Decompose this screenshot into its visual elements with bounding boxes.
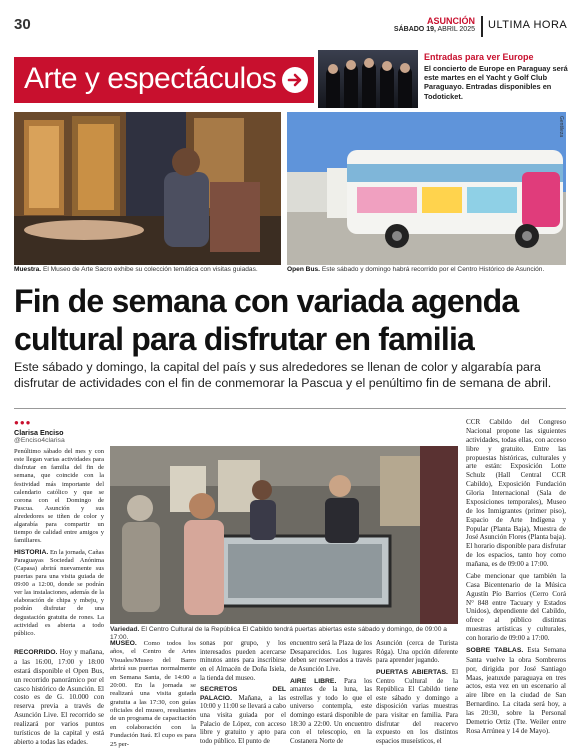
paragraph <box>290 678 372 747</box>
paragraph-heading: SOBRE TABLAS. <box>466 646 524 654</box>
edition-date <box>340 26 475 33</box>
paragraph-text: En la jornada, Cañas Paraguayas Sociedad Anónima (Capasa) abrirá nuevamente sus puertas para una visita guiada de 09:00 a 12:00, donde se podrán ver las instalaciones, además de la elaboración de chipa y mbeju, y podrán disfrutar de una degustación gratuita de rones. La actividad es abierta a todo público. <box>14 548 104 637</box>
photo-credit: Gentileza <box>558 116 564 138</box>
paragraph-text: Esta Semana Santa vuelve la obra Sombreros por, dirigida por José Santiago Maas, jeatuxde paraguaya en tres actos, esta vez en un escenario al aire libre en la ciudad de San Bernardino. La citada será hoy, a las 20:30, sobre la Personal Demetrio Ortiz (Tte. Weiler entre Rosa Arrúnea y 14 de Mayo). <box>466 645 566 735</box>
caption-label: Muestra. <box>14 266 42 273</box>
paragraph-heading: HISTORIA. <box>14 548 49 556</box>
paragraph: encuentro será la Plaza de los Desaparecidos. Los lugares deben ser reservados a través de Asunción Live. <box>290 640 372 673</box>
paragraph: Penúltimo sábado del mes y con este llegan varias actividades para disfrutar en familia del fin de semana, que coincide con la festividad más importante del calendario católico y que se corona con el Domingo de Pascua. Asunción y sus alrededores se tiñen de color y algarabía para compartir un tiempo de calidad entre amigos y familiares. <box>14 448 104 545</box>
byline-dots: ●●● <box>14 418 32 427</box>
article-lead: Este sábado y domingo, la capital del país y sus alrededores se llenan de color y algarabía para disfrutar de actividades con el fin de conmemorar la Pascua y el penúltimo fin de semana de abril. <box>14 360 552 390</box>
paragraph-text: El Centro Cultural de la República El Cabildo tiene este sábado y domingo a disposición varias muestras para visitar en familia. Para disfrutar del reacervo expuesto en los distintos espacios museísticos, el <box>376 668 458 745</box>
promo-title[interactable]: Entradas para ver Europe <box>424 52 534 62</box>
article-column-4 <box>290 640 372 750</box>
article-column-5 <box>376 640 458 750</box>
caption-label: Variedad. <box>110 626 140 633</box>
promo-text: El concierto de Europe en Paraguay será este martes en el Yacht y Golf Club Paraguayo. Entradas disponibles en Todoticket. <box>424 64 568 101</box>
page-number: 30 <box>14 16 31 33</box>
article-headline: Fin de semana con variada agenda cultural para disfrutar en familia <box>14 283 519 357</box>
paragraph-heading: RECORRIDO. <box>14 649 58 656</box>
caption-text: El Museo de Arte Sacro exhibe su colección temática con visitas guiadas. <box>41 266 258 273</box>
paragraph-heading: MUSEO. <box>110 640 137 647</box>
paragraph: Cabe mencionar que también la Casa Bicentenario de la Música Agustín Pío Barrios (Cerro Corá N° 848 entre Tacuary y Estados Unidos), dependiente del Cabildo, ofrece al público distintas muestras artísticas y culturales, con horario de 09:00 a 17:00. <box>466 571 566 642</box>
section-banner[interactable] <box>14 57 314 103</box>
paragraph-text: Hoy y mañana, a las 16:00, 17:00 y 18:00 estará disponible el Open Bus, un recorrido panorámico por el casco histórico de Asunción. El costo es de G. 10.000 con reserva previa a través de Asunción Live. El recorrido se realizará por varios puntos turísticos de la capital y está abierto a todas las edades. <box>14 648 104 746</box>
paragraph: Asunción (cerca de Turista Róga). Una opción diferente para aprender jugando. <box>376 640 458 665</box>
section-banner-title: Arte y espectáculos <box>24 62 277 95</box>
article-column-6 <box>466 418 566 739</box>
museum-photo <box>14 112 281 265</box>
photo-caption-museum <box>14 266 281 274</box>
paragraph <box>376 669 458 747</box>
paragraph-heading: SECRETOS DEL PALACIO. <box>200 686 286 702</box>
date-day: SÁBADO 19, <box>393 26 436 33</box>
header-divider <box>481 16 483 37</box>
caption-label: Open Bus. <box>287 266 320 273</box>
paragraph <box>466 646 566 736</box>
edition-city: ASUNCIÓN <box>426 16 475 26</box>
paragraph-heading: AIRE LIBRE. <box>290 677 337 685</box>
paragraph-text: Para los amantes de la luna, las estrellas y todo lo que el universo contempla, este domingo estará disponible de 18:30 a 22:00. Un encuentro con el telescopio, en la Costanera Norte de <box>290 677 372 745</box>
paragraph <box>14 549 104 638</box>
cabildo-photo <box>110 446 458 624</box>
caption-text: El Centro Cultural de la República El Cabildo tendrá puertas abiertas este sábado y domingo, de 09:00 a 17:00. <box>110 626 447 641</box>
section-name: ULTIMA HORA <box>488 19 568 31</box>
paragraph: sonas por grupo, y los interesados pueden acercarse minutos antes para inscribirse en el Almacén de Doña Isiela, la tienda del museo. <box>200 640 286 682</box>
paragraph <box>14 648 104 747</box>
article-column-1 <box>14 448 104 641</box>
caption-text: Este sábado y domingo habrá recorrido por el Centro Histórico de Asunción. <box>319 266 545 273</box>
paragraph-heading: PUERTAS ABIERTAS. <box>376 668 448 676</box>
arrow-right-icon[interactable] <box>282 67 308 93</box>
paragraph <box>110 640 196 749</box>
paragraph-text: Mañana, a las 10:00 y 11:00 se llevará a cabo una visita guiada por el Palacio de López, con acceso libre y gratuito y apto para todo público. El punto de <box>200 694 286 745</box>
paragraph: CCR Cabildo del Congreso Nacional propone las siguientes actividades, todas ellas, con acceso libre y gratuito. Entre las propuestas históricas, culturales y arte están: Exposición Lotte Schulz (Hall Central CCR Cabildo), Exposición Fundación Gloria Internacional (Sala de Exposiciones temporales), Museo de los Inmigrantes (primer piso), Espacio de Arte Indígena y Popular (Planta Baja), Muestra de José Asunción Flores (Planta baja). El horario disponible para disfrutar de los espacios, tanto hoy como mañana, es de 09:00 a 17:00. <box>466 418 566 568</box>
open-bus-photo <box>287 112 566 265</box>
page-header <box>0 0 580 44</box>
divider <box>14 408 566 409</box>
photo-caption-bus <box>287 266 566 274</box>
date-rest: ABRIL 2025 <box>437 26 475 33</box>
band-photo <box>318 50 418 108</box>
paragraph-text: Como todos los años, el Centro de Artes Visuales/Museo del Barro abrirá sus puertas normalmente en Semana Santa, de 14:00 a 20:00. En la jornada se realizará una visita guiada gratuita a las 17:30, con guías oficiales del museo, resultantes de un programa de capacitación en colaboración con la Fundación Itaú. El cupo es para 25 per- <box>110 640 196 748</box>
article-column-2 <box>110 640 196 752</box>
author-name: Clarisa Enciso <box>14 428 64 437</box>
author-handle[interactable]: @Enciso4clarisa <box>14 437 65 444</box>
article-column-3 <box>200 640 286 750</box>
article-column-1-bottom <box>14 648 104 750</box>
paragraph <box>200 686 286 746</box>
